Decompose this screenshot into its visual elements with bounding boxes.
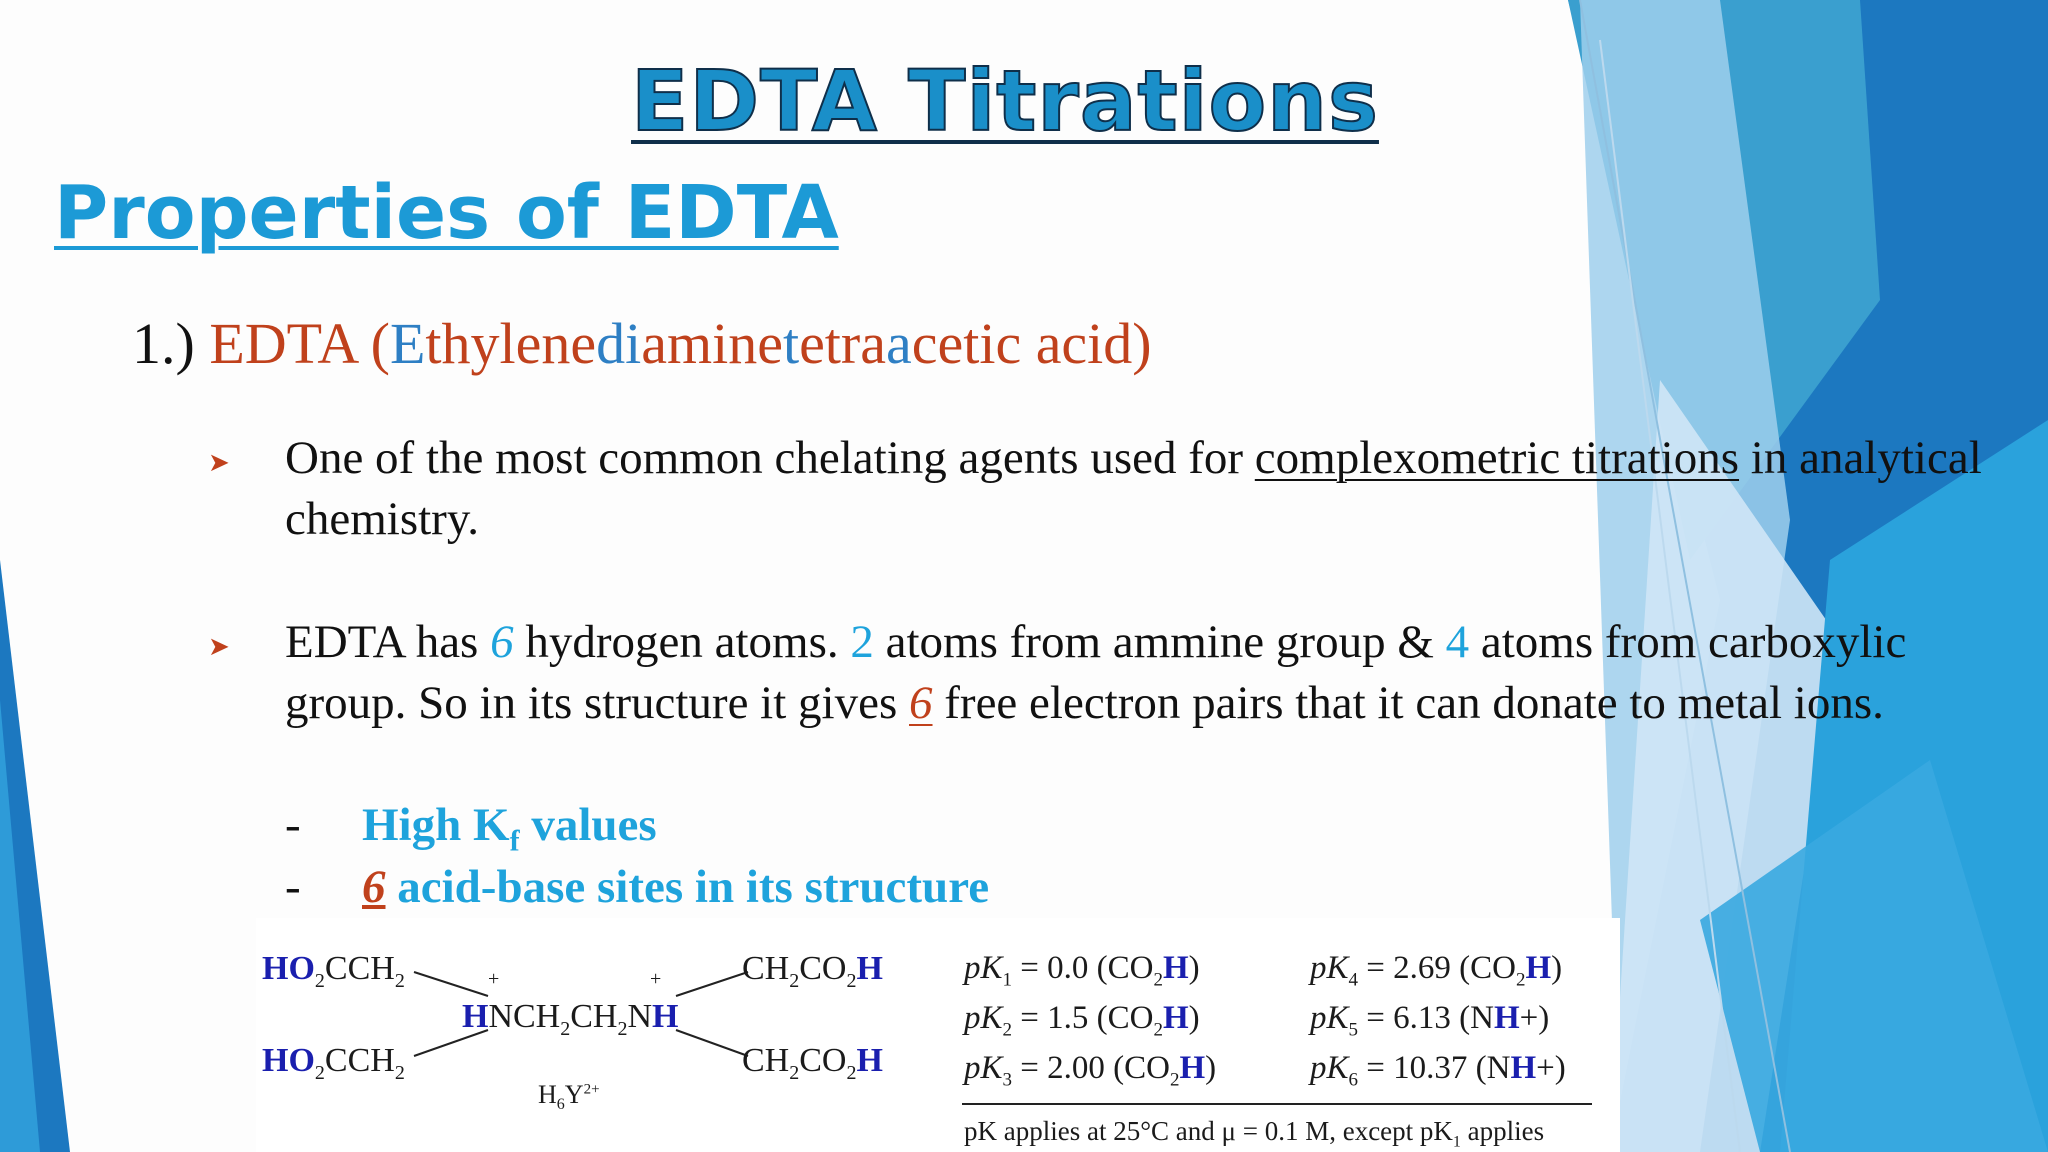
sub-2: 2 (1515, 969, 1526, 991)
edta-part-amine: amine (641, 311, 783, 376)
pk2-value (964, 1000, 1200, 1042)
pk-close: ) (1205, 1050, 1217, 1086)
subpoint-2-text: acid-base sites in its structure (385, 861, 990, 913)
bullet-2-text-d: atoms from carboxylic group. So in its structure it gives (285, 616, 1907, 729)
sub-2: 2 (560, 1017, 571, 1040)
section-heading: Properties of EDTA (54, 170, 839, 256)
pk-label: pK (964, 1050, 1003, 1086)
sub-2: 2 (617, 1017, 628, 1040)
subpoint-acid-base-sites (362, 860, 989, 914)
co-label: CO (799, 1042, 847, 1079)
sub-2: 2 (789, 969, 800, 992)
h-label: H (1510, 1050, 1537, 1086)
edta-letter-e: E (389, 311, 426, 376)
sub-2: 2 (789, 1061, 800, 1084)
footnote-end: applies (1460, 1116, 1545, 1146)
pk-close: ) (1551, 950, 1563, 986)
pk-index: 4 (1348, 969, 1359, 991)
slide-title: EDTA Titrations (631, 52, 1379, 150)
edta-part-etra: etra (799, 311, 886, 376)
bullet-2-text-e: free electron pairs that it can donate to metal ions. (932, 677, 1884, 729)
nch-label: NCH (488, 998, 561, 1035)
sub-2: 2 (1153, 1019, 1163, 1041)
pk-number: = 2.00 (CO (1020, 1050, 1170, 1086)
ch-label: CH (570, 998, 618, 1035)
sub-2: 2 (846, 1061, 857, 1084)
h-label: H (652, 998, 679, 1035)
pk4-value (1310, 950, 1562, 992)
h-label: H (1525, 950, 1552, 986)
sub-2: 2 (846, 969, 857, 992)
arrow-bullet-icon: ➤ (208, 448, 230, 477)
pk-number: = 2.69 (CO (1366, 950, 1516, 986)
h-label: H (1162, 1000, 1189, 1036)
kf-subscript: f (509, 824, 520, 858)
pk-index: 2 (1002, 1019, 1013, 1041)
h-label: H (856, 950, 883, 987)
sub-6: 6 (556, 1096, 565, 1114)
pk-footnote (964, 1116, 1544, 1151)
sub-2: 2 (1153, 969, 1163, 991)
pk-number: = 1.5 (CO (1020, 1000, 1154, 1036)
pk-number: = 0.0 (CO (1020, 950, 1154, 986)
sub-2: 2 (314, 1061, 325, 1084)
pk-index: 3 (1002, 1069, 1013, 1091)
pk-index: 1 (1002, 969, 1013, 991)
edta-letter-a: a (885, 311, 912, 376)
hydrogen-count: 6 (490, 616, 514, 668)
ho-label: HO (262, 950, 315, 987)
pk-number: = 10.37 (N (1366, 1050, 1511, 1086)
pk-index: 5 (1348, 1019, 1359, 1041)
edta-structure-figure (256, 918, 1620, 1152)
ho-label: HO (262, 1042, 315, 1079)
h-label: H (462, 998, 489, 1035)
group-ho2cch2-bottom (262, 1042, 405, 1085)
group-ch2co2h-top (742, 950, 883, 993)
bullet-1-text-start: One of the most common chelating agents used for (285, 432, 1255, 484)
n-label: N (627, 998, 653, 1035)
h-label: H (1179, 1050, 1206, 1086)
ethylenediamine-core (462, 998, 679, 1041)
h-label: H (1493, 1000, 1520, 1036)
pk-label: pK (964, 950, 1003, 986)
pk-close: +) (1519, 1000, 1550, 1036)
h-label: H (1162, 950, 1189, 986)
ch-label: CH (742, 1042, 790, 1079)
charge-2plus: 2+ (583, 1081, 600, 1098)
h-label: H (538, 1080, 557, 1109)
pk-label: pK (1310, 1000, 1349, 1036)
cch-label: CCH (324, 950, 395, 987)
pk3-value (964, 1050, 1216, 1092)
edta-name-prefix: EDTA ( (209, 311, 390, 376)
acid-base-site-count: 6 (362, 861, 386, 913)
pk-label: pK (1310, 950, 1349, 986)
pk1-value (964, 950, 1200, 992)
bullet-1-text (285, 428, 2005, 550)
sub-2: 2 (394, 969, 405, 992)
pk-label: pK (1310, 1050, 1349, 1086)
sub-2: 2 (394, 1061, 405, 1084)
species-h6y2plus (538, 1080, 600, 1114)
bullet-1-text-end: in analytical chemistry. (285, 432, 1982, 545)
sub-2: 2 (314, 969, 325, 992)
h-label: H (856, 1042, 883, 1079)
pk6-value (1310, 1050, 1566, 1092)
edta-part-cetic: cetic acid) (911, 311, 1152, 376)
dash-bullet: - (285, 799, 301, 851)
pk-label: pK (964, 1000, 1003, 1036)
bullet-2-text-c: atoms from ammine group & (873, 616, 1446, 668)
cch-label: CCH (324, 1042, 395, 1079)
pk-close: ) (1188, 1000, 1200, 1036)
amine-hydrogen-count: 2 (850, 616, 874, 668)
pk-close: ) (1188, 950, 1200, 986)
footnote-subscript: 1 (1452, 1133, 1461, 1151)
sub-2: 2 (1169, 1069, 1180, 1091)
charge-plus-right: + (650, 968, 662, 990)
arrow-bullet-icon: ➤ (208, 632, 230, 661)
electron-pair-count: 6 (909, 677, 933, 729)
group-ho2cch2-top (262, 950, 405, 993)
pk-index: 6 (1348, 1069, 1359, 1091)
bond-lower-right (676, 1030, 748, 1056)
pk-number: = 6.13 (N (1366, 1000, 1494, 1036)
edta-letter-d: di (596, 311, 642, 376)
item-number: 1.) (132, 311, 195, 376)
bullet-2-text (285, 612, 2005, 734)
edta-part-thylene: thylene (425, 311, 597, 376)
footnote-text: pK applies at 25°C and μ = 0.1 M, except pK (964, 1116, 1453, 1146)
pk-close: +) (1536, 1050, 1566, 1086)
charge-plus-left: + (488, 968, 500, 990)
complexometric-titrations-term: complexometric titrations (1254, 432, 1740, 484)
bond-upper-left (414, 972, 488, 996)
bullet-2-text-a: EDTA has (285, 616, 491, 668)
dash-bullet: - (285, 861, 301, 913)
ch-label: CH (742, 950, 790, 987)
group-ch2co2h-bottom (742, 1042, 883, 1085)
bullet-2-text-b: hydrogen atoms. (513, 616, 851, 668)
list-item-1 (132, 310, 1152, 377)
pk5-value (1310, 1000, 1549, 1042)
subpoint-high-kf (362, 798, 657, 858)
edta-letter-t: t (782, 311, 800, 376)
y-label: Y (564, 1080, 584, 1109)
subpoint-1-text-end: values (519, 799, 657, 851)
co-label: CO (799, 950, 847, 987)
bond-upper-right (676, 972, 748, 996)
subpoint-1-text: High K (362, 799, 510, 851)
carboxyl-hydrogen-count: 4 (1445, 616, 1470, 668)
